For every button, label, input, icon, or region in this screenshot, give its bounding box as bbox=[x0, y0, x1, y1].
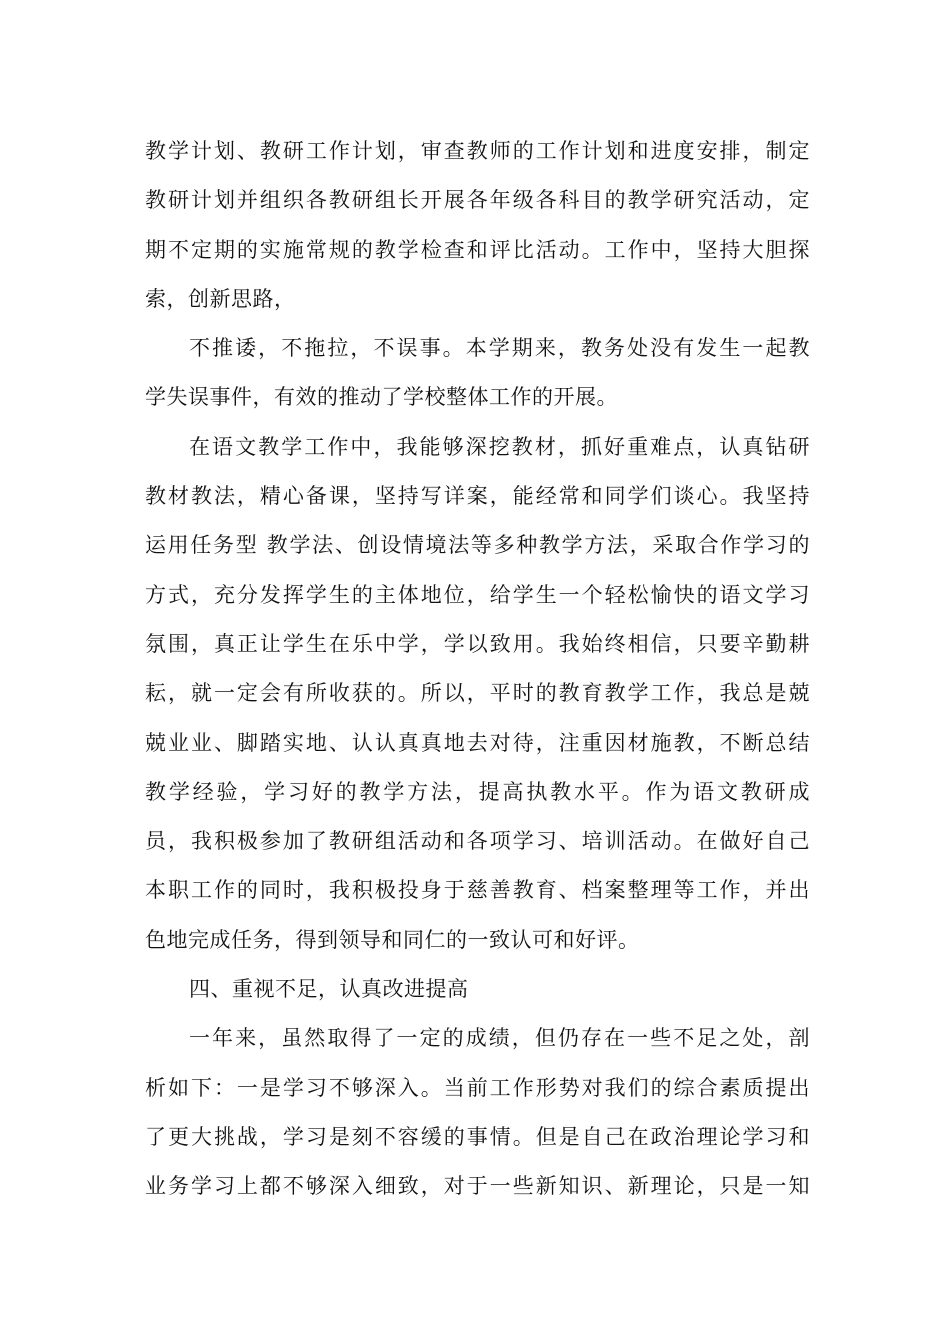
text-line: 索，创新思路， bbox=[145, 286, 296, 311]
text-line: 教研计划并组织各教研组长开展各年级各科目的教学研究活动，定 bbox=[145, 188, 810, 213]
text-line: 本职工作的同时，我积极投身于慈善教育、档案整理等工作，并出 bbox=[145, 878, 810, 903]
text-line: 在语文教学工作中，我能够深挖教材，抓好重难点，认真钻研 bbox=[189, 434, 810, 459]
text-line: 不推诿，不拖拉，不误事。本学期来，教务处没有发生一起教 bbox=[189, 336, 810, 361]
text-line: 方式，充分发挥学生的主体地位，给学生一个轻松愉快的语文学习 bbox=[145, 582, 810, 607]
text-line: 了更大挑战，学习是刻不容缓的事情。但是自己在政治理论学习和 bbox=[145, 1124, 810, 1149]
text-line: 业务学习上都不够深入细致，对于一些新知识、新理论，只是一知 bbox=[145, 1174, 810, 1199]
text-line: 教学经验，学习好的教学方法，提高执教水平。作为语文教研成 bbox=[145, 779, 810, 804]
text-line: 运用任务型 教学法、创设情境法等多种教学方法，采取合作学习的 bbox=[145, 533, 810, 558]
text-line: 析如下：一是学习不够深入。当前工作形势对我们的综合素质提出 bbox=[145, 1075, 810, 1100]
text-line: 员，我积极参加了教研组活动和各项学习、培训活动。在做好自己 bbox=[145, 829, 810, 854]
text-line: 耘，就一定会有所收获的。所以，平时的教育教学工作，我总是兢 bbox=[145, 681, 810, 706]
text-line: 学失误事件，有效的推动了学校整体工作的开展。 bbox=[145, 385, 618, 410]
text-line: 色地完成任务，得到领导和同仁的一致认可和好评。 bbox=[145, 927, 640, 952]
body-text bbox=[145, 127, 810, 1212]
text-line: 兢业业、脚踏实地、认认真真地去对待，注重因材施教，不断总结 bbox=[145, 730, 810, 755]
text-line: 四、重视不足，认真改进提高 bbox=[189, 977, 469, 1002]
text-line: 氛围，真正让学生在乐中学，学以致用。我始终相信，只要辛勤耕 bbox=[145, 631, 810, 656]
text-line: 期不定期的实施常规的教学检查和评比活动。工作中，坚持大胆探 bbox=[145, 237, 810, 262]
text-line: 一年来，虽然取得了一定的成绩，但仍存在一些不足之处，剖 bbox=[189, 1026, 810, 1051]
text-line: 教学计划、教研工作计划，审查教师的工作计划和进度安排，制定 bbox=[145, 139, 810, 163]
text-line: 教材教法，精心备课，坚持写详案，能经常和同学们谈心。我坚持 bbox=[145, 484, 810, 509]
